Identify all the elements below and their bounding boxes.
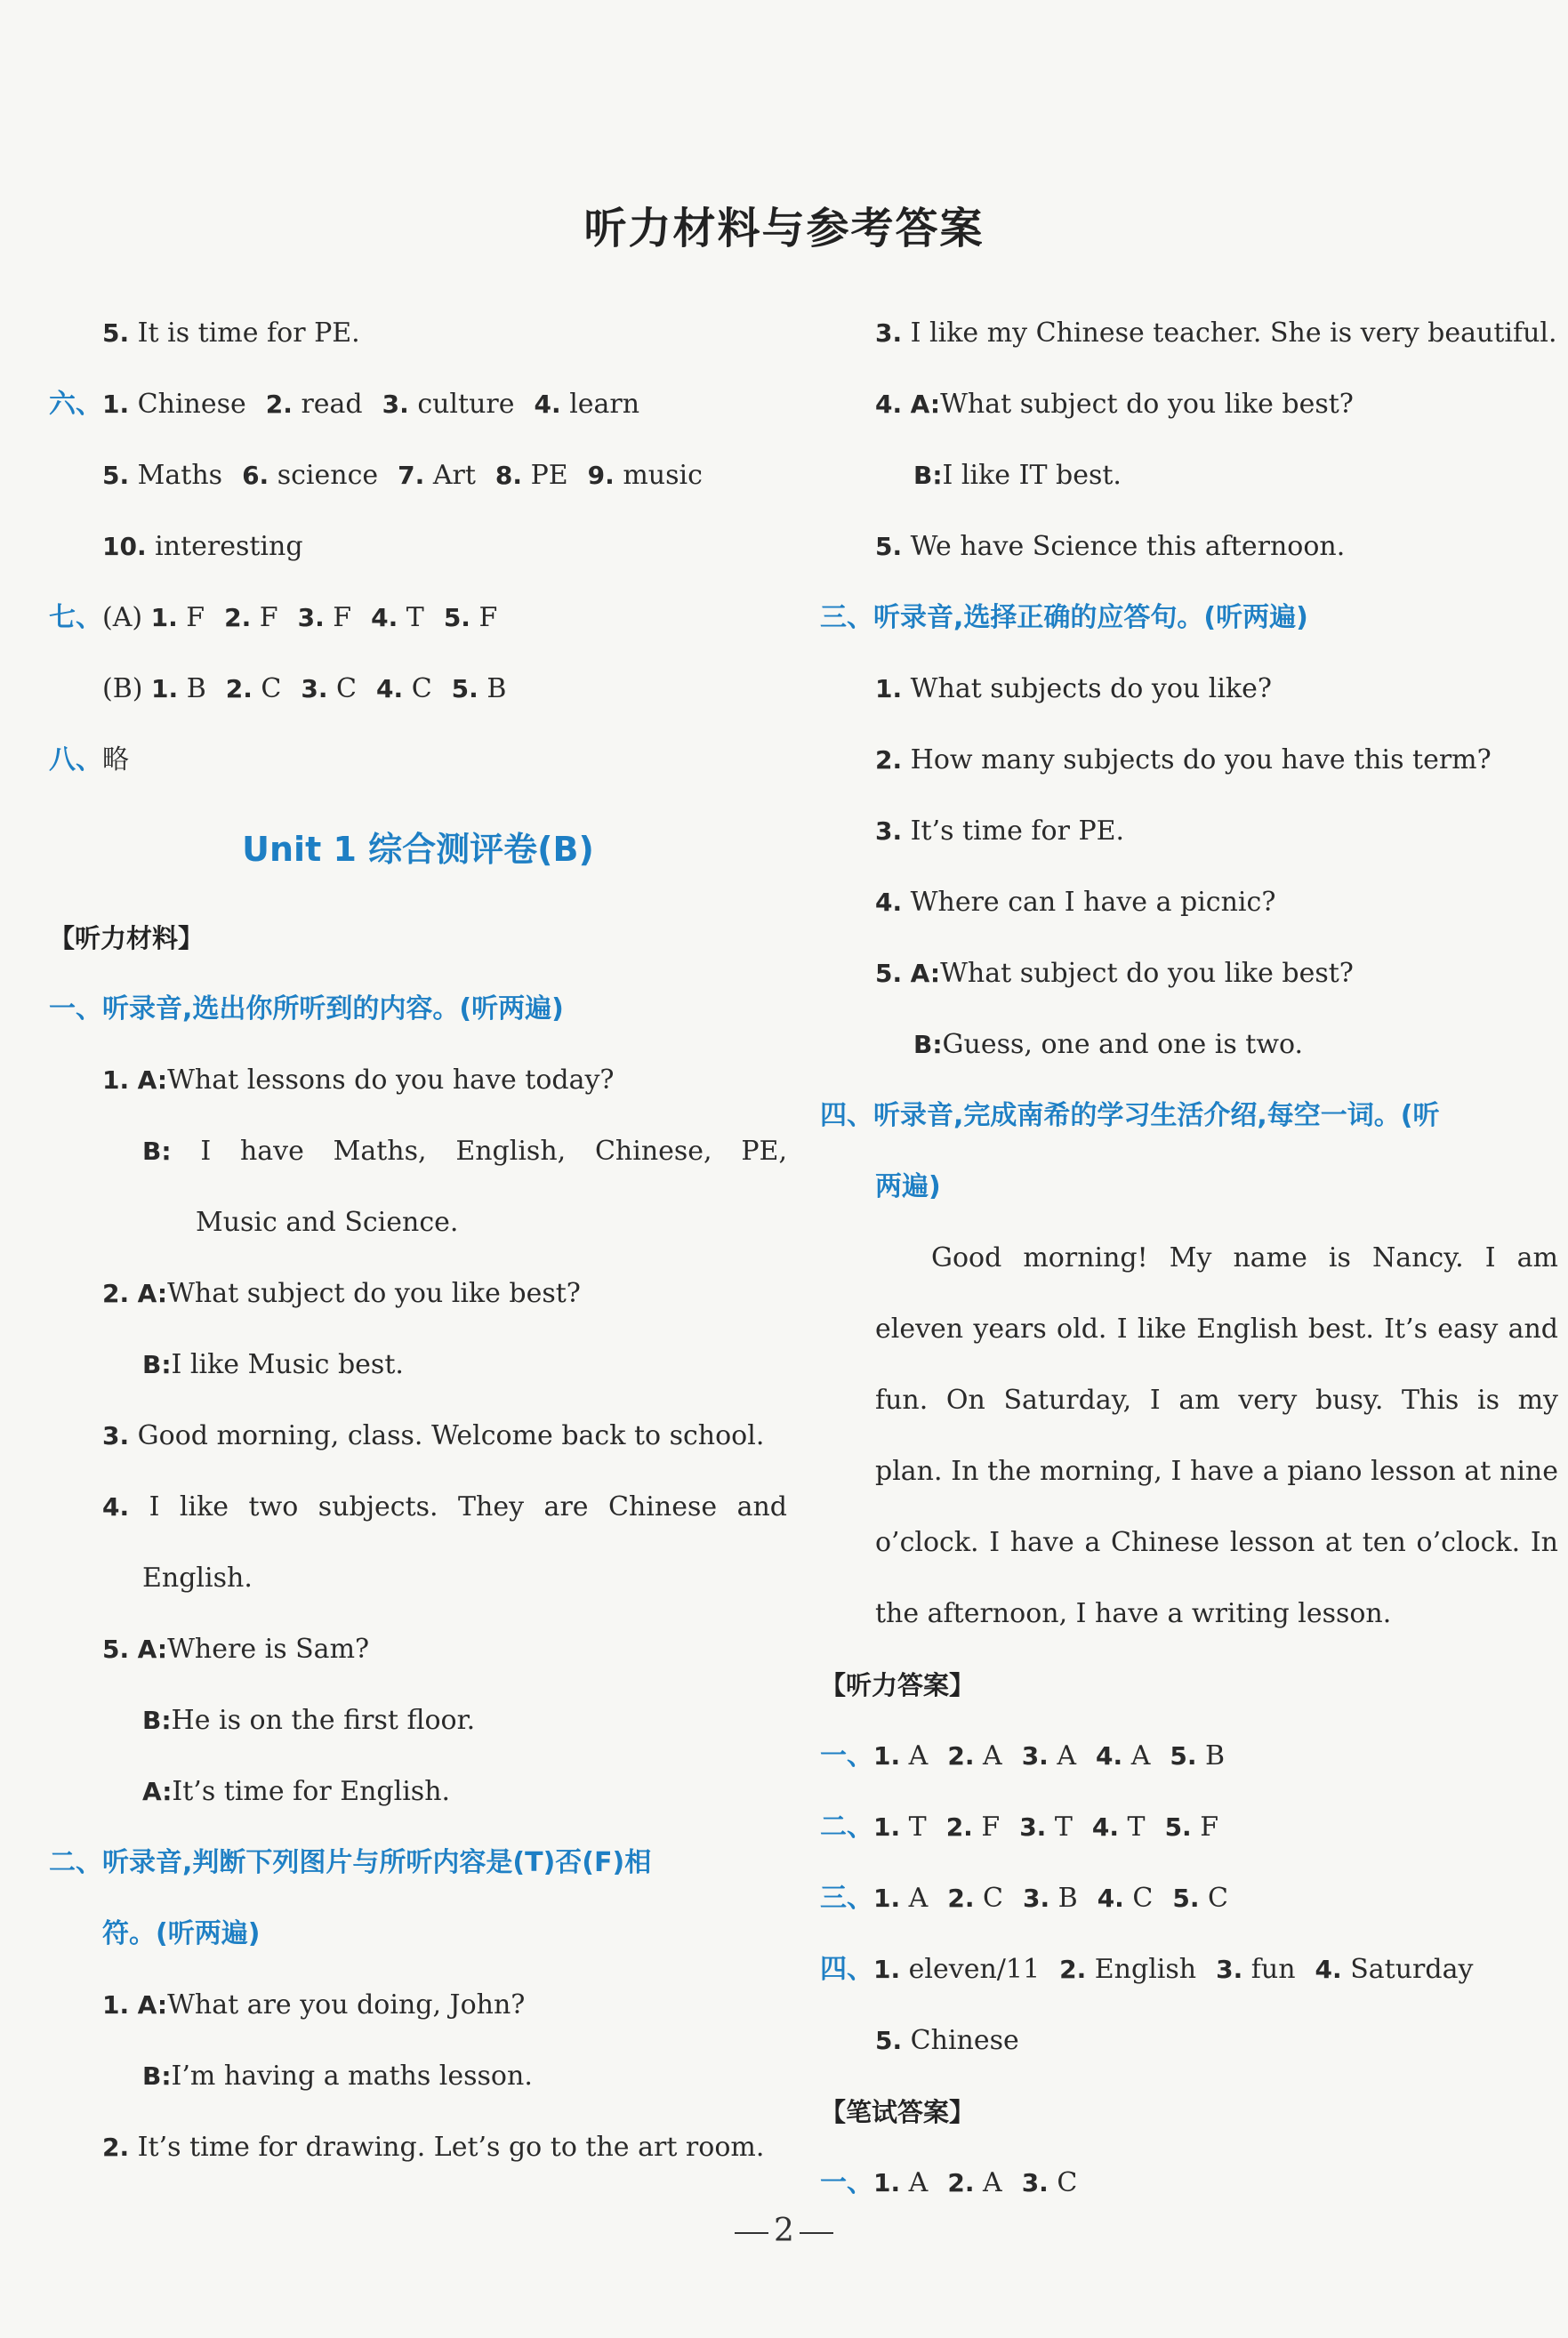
answer-row-four-cont: 5. Chinese <box>875 2025 1019 2056</box>
dash-decoration <box>800 2232 833 2234</box>
page-title: 听力材料与参考答案 <box>583 204 985 253</box>
list-item-continuation: English. <box>142 1563 253 1594</box>
section-seven-a: 七、(A) 1. F 2. F 3. F 4. T 5. F <box>49 602 498 633</box>
list-item: B:I like Music best. <box>142 1349 404 1380</box>
list-item: 5. A:Where is Sam? <box>102 1634 370 1665</box>
section-marker: 二、 <box>820 1812 873 1843</box>
written-answer-row-one: 一、1. A 2. A 3. C <box>820 2167 1078 2198</box>
question-four-heading-cont: 两遍) <box>875 1171 941 1202</box>
list-item: 3. It’s time for PE. <box>875 815 1125 847</box>
answer-row-one: 一、1. A 2. A 3. A 4. A 5. B <box>820 1740 1226 1772</box>
list-item: 3. I like my Chinese teacher. She is very beautiful. <box>875 317 1557 349</box>
passage-line: eleven years old. I like English best. It’s easy and <box>875 1314 1558 1345</box>
written-answers-heading: 【笔试答案】 <box>820 2097 976 2127</box>
section-six-line1: 六、1. Chinese 2. read 3. culture 4. learn <box>49 389 640 420</box>
right-column <box>820 298 1558 2219</box>
question-four-heading: 四、听录音,完成南希的学习生活介绍,每空一词。(听 <box>820 1100 1440 1131</box>
passage-line: plan. In the morning, I have a piano lesson at nine <box>875 1456 1558 1487</box>
section-six-line2: 5. Maths 6. science 7. Art 8. PE 9. music <box>102 460 703 491</box>
passage-line: o’clock. I have a Chinese lesson at ten o’clock. In <box>875 1527 1558 1558</box>
left-column <box>49 298 787 2183</box>
list-item: B: I have Maths, English, Chinese, PE, <box>142 1136 787 1167</box>
list-item: 2. A:What subject do you like best? <box>102 1278 581 1309</box>
answer-row-four: 四、1. eleven/11 2. English 3. fun 4. Saturday <box>820 1954 1474 1985</box>
page-number: 2 <box>0 2213 1568 2249</box>
list-item: 4. Where can I have a picnic? <box>875 887 1276 918</box>
section-marker: 一、 <box>820 1740 873 1772</box>
list-item: 1. A:What lessons do you have today? <box>102 1065 615 1096</box>
section-seven-b: (B) 1. B 2. C 3. C 4. C 5. B <box>102 673 507 704</box>
passage-line: fun. On Saturday, I am very busy. This is my <box>875 1385 1558 1416</box>
section-marker: 四、 <box>820 1954 873 1985</box>
list-item: 1. What subjects do you like? <box>875 673 1272 704</box>
section-marker: 一、 <box>820 2167 873 2198</box>
listening-material-heading: 【听力材料】 <box>49 923 205 953</box>
list-item: 4. I like two subjects. They are Chinese and <box>102 1491 787 1523</box>
list-item: 2. It’s time for drawing. Let’s go to the art room. <box>102 2132 765 2163</box>
answer-row-three: 三、1. A 2. C 3. B 4. C 5. C <box>820 1883 1228 1914</box>
section-marker: 八、 <box>49 744 102 775</box>
list-item: 3. Good morning, class. Welcome back to school. <box>102 1420 765 1451</box>
answer-row-two: 二、1. T 2. F 3. T 4. T 5. F <box>820 1812 1219 1843</box>
list-item: B:I like IT best. <box>913 460 1122 491</box>
question-one-heading: 一、听录音,选出你所听到的内容。(听两遍) <box>49 993 564 1024</box>
list-item: 1. A:What are you doing, John? <box>102 1989 526 2021</box>
answer-line: 5. It is time for PE. <box>102 317 360 349</box>
list-item: 4. A:What subject do you like best? <box>875 389 1354 420</box>
list-item: 5. A:What subject do you like best? <box>875 958 1354 989</box>
section-marker: 三、 <box>820 1883 873 1914</box>
list-item: 2. How many subjects do you have this term? <box>875 744 1492 775</box>
list-item-continuation: Music and Science. <box>196 1207 459 1238</box>
question-two-heading: 二、听录音,判断下列图片与所听内容是(T)否(F)相 <box>49 1847 652 1878</box>
section-marker: 六、 <box>49 389 102 420</box>
passage-line: Good morning! My name is Nancy. I am <box>931 1242 1558 1273</box>
section-six-line3: 10. interesting <box>102 531 303 562</box>
passage-line: the afternoon, I have a writing lesson. <box>875 1598 1392 1629</box>
dash-decoration <box>735 2232 768 2234</box>
section-marker: 七、 <box>49 602 102 633</box>
list-item: 5. We have Science this afternoon. <box>875 531 1346 562</box>
list-item: B:Guess, one and one is two. <box>913 1029 1304 1060</box>
list-item: B:I’m having a maths lesson. <box>142 2061 533 2092</box>
section-eight: 八、略 <box>49 744 129 775</box>
question-two-heading-cont: 符。(听两遍) <box>102 1918 261 1949</box>
unit-title: Unit 1 综合测评卷(B) <box>242 830 594 869</box>
question-three-heading: 三、听录音,选择正确的应答句。(听两遍) <box>820 602 1308 633</box>
listening-answers-heading: 【听力答案】 <box>820 1670 976 1700</box>
list-item: A:It’s time for English. <box>142 1776 451 1807</box>
list-item: B:He is on the first floor. <box>142 1705 476 1736</box>
